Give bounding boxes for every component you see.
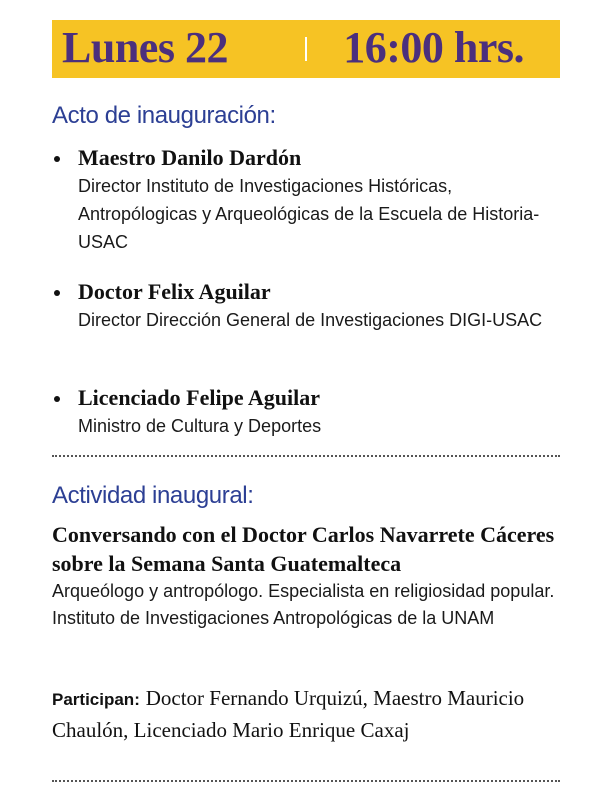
person-role: Director Instituto de Investigaciones Históricas, Antropólogicas y Arqueológicas de la Escuela de Historia-USAC bbox=[78, 176, 540, 252]
list-item bbox=[78, 278, 548, 334]
banner-separator bbox=[305, 37, 307, 61]
participants-block bbox=[52, 683, 562, 746]
event-day: Lunes 22 bbox=[62, 23, 228, 72]
event-time: 16:00 hrs. bbox=[343, 23, 524, 72]
dotted-divider bbox=[52, 455, 560, 457]
person-name: Maestro Danilo Dardón bbox=[78, 145, 302, 170]
inauguration-heading: Acto de inauguración: bbox=[52, 102, 276, 129]
person-role: Ministro de Cultura y Deportes bbox=[78, 416, 322, 436]
participants-label: Participan: bbox=[52, 690, 140, 709]
person-name: Licenciado Felipe Aguilar bbox=[78, 385, 320, 410]
list-item bbox=[78, 144, 548, 256]
date-time-banner bbox=[52, 20, 560, 78]
dotted-divider bbox=[52, 780, 560, 782]
person-role: Director Dirección General de Investigaciones DIGI-USAC bbox=[78, 310, 543, 330]
bullet-icon bbox=[52, 147, 62, 157]
talk-title: Conversando con el Doctor Carlos Navarrete Cáceres sobre la Semana Santa Guatemalteca bbox=[52, 522, 555, 576]
talk-block bbox=[52, 520, 562, 632]
talk-description: Arqueólogo y antropólogo. Especialista en religiosidad popular. Instituto de Investigaciones Antropológicas de la UNAM bbox=[52, 581, 555, 628]
bullet-icon bbox=[52, 281, 62, 291]
person-name: Doctor Felix Aguilar bbox=[78, 279, 271, 304]
activity-heading: Actividad inaugural: bbox=[52, 482, 254, 509]
list-item bbox=[78, 384, 548, 440]
bullet-icon bbox=[52, 387, 62, 397]
participants-names: Doctor Fernando Urquizú, Maestro Mauricio Chaulón, Licenciado Mario Enrique Caxaj bbox=[52, 686, 525, 742]
